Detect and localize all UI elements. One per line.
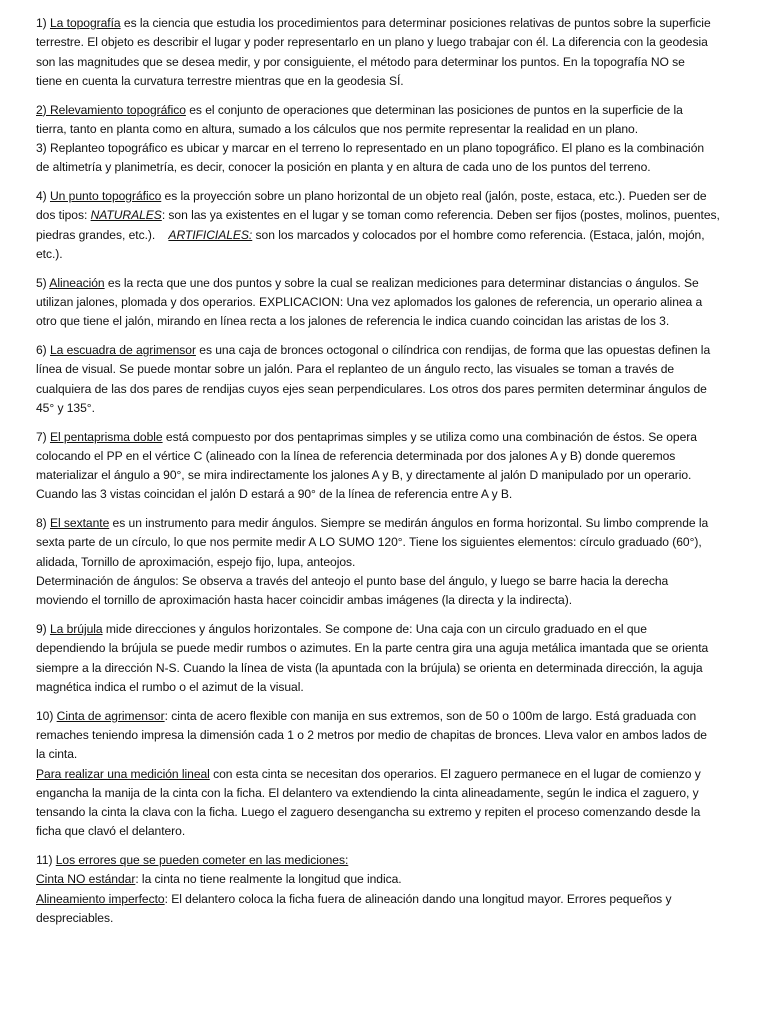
text-segment: es una caja de bronces octogonal o cilíndrica con rendijas, de forma que las opuestas definen la (195, 343, 711, 358)
text-segment: 45° y 135°. (36, 400, 95, 415)
text-line (36, 909, 113, 928)
underlined-term: Cinta de agrimensor (56, 708, 165, 723)
text-segment: Determinación de ángulos: Se observa a través del anteojo el punto base del ángulo, y luego se barre hacia la derecha (36, 574, 669, 589)
text-segment: : El delantero coloca la ficha fuera de alineación dando una longitud mayor. Errores pequeños y (164, 891, 672, 906)
text-segment: dos tipos: (36, 208, 91, 223)
paragraph-5 (36, 341, 738, 418)
text-line (36, 870, 402, 889)
text-line (36, 553, 355, 572)
paragraph-10 (36, 851, 738, 928)
text-line (36, 341, 710, 360)
underlined-term: NATURALES (90, 208, 162, 223)
text-line (36, 274, 699, 293)
text-segment: está compuesto por dos pentaprimas simples y se utiliza como una combinación de éstos. Se opera (162, 429, 697, 444)
text-segment: moviendo el tornillo de aproximación hasta hacer coincidir ambas imágenes (la directa y la indirecta). (36, 593, 573, 608)
underlined-term: Para realizar una medición lineal (36, 766, 210, 781)
text-line (36, 360, 674, 379)
text-segment: 8) (36, 516, 50, 531)
text-line (36, 187, 707, 206)
text-line (36, 803, 700, 822)
underlined-term: La escuadra de agrimensor (49, 343, 196, 358)
paragraph-2 (36, 101, 738, 178)
text-line (36, 851, 348, 870)
text-line (36, 139, 704, 158)
text-line (36, 485, 512, 504)
text-segment: es la recta que une dos puntos y sobre la cual se realizan mediciones para determinar distancias o ángulos. Se (104, 275, 699, 290)
text-segment: 3) Replanteo topográfico es ubicar y marcar en el terreno lo representado en un plano topográfico. El plano es la combinación (36, 141, 705, 156)
paragraph-7 (36, 514, 738, 610)
text-segment: son las magnitudes que se desea medir, y por consiguiente, el método para determinar los puntos. En la topografía NO se (36, 54, 685, 69)
text-segment: tiene en cuenta la curvatura terrestre mientras que en la geodesia SÍ. (36, 73, 404, 88)
underlined-term: La topografía (49, 16, 121, 30)
text-segment: engancha la manija de la cinta con la ficha. El delantero va extendiendo la cinta alineadamente, según le indica el zaguero, y (36, 785, 699, 800)
paragraph-8 (36, 620, 738, 697)
underlined-term: Cinta NO estándar (36, 872, 136, 887)
text-segment: colocando el PP en el vértice C (alineado con la línea de referencia determinada por dos jalones A y B) donde queremos (36, 448, 676, 463)
text-line (36, 620, 647, 639)
underlined-term: Alineación (49, 275, 105, 290)
paragraph-4 (36, 274, 738, 332)
text-segment: tensando la cinta la clava con la ficha. Luego el zaguero desengancha su extremo y repiten el proceso comenzando desde la (36, 805, 701, 820)
text-line (36, 206, 720, 225)
text-segment: 9) (36, 622, 50, 637)
paragraph-9 (36, 707, 738, 842)
text-line (36, 514, 708, 533)
text-segment: despreciables. (36, 910, 114, 925)
text-segment: : cinta de acero flexible con manija en sus extremos, son de 50 o 100m de largo. Está graduada con (164, 708, 697, 723)
text-segment: 4) (36, 189, 50, 204)
text-line (36, 293, 702, 312)
text-line (36, 33, 708, 52)
underlined-term: Un punto topográfico (49, 189, 162, 204)
text-line (36, 678, 304, 697)
text-line (36, 399, 95, 418)
text-line (36, 765, 701, 784)
text-segment: 1) (36, 16, 50, 30)
text-segment: : son las ya existentes en el lugar y se toman como referencia. Deben ser fijos (postes, molinos, puentes, (161, 208, 720, 223)
text-line (36, 380, 707, 399)
text-segment: 6) (36, 343, 50, 358)
text-line (36, 120, 638, 139)
paragraph-3 (36, 187, 738, 264)
text-segment: terrestre. El objeto es describir el lugar y poder representarlo en un plano y luego trabajar con él. La diferencia con la geodesia (36, 35, 708, 50)
text-line (36, 659, 703, 678)
paragraph-6 (36, 428, 738, 505)
text-line (36, 226, 705, 245)
text-segment: la cinta. (36, 747, 78, 762)
text-segment: tierra, tanto en planta como en altura, sumado a los cálculos que nos permite representar la realidad en un plano. (36, 121, 639, 136)
text-line (36, 447, 675, 466)
text-segment: otro que tiene el jalón, mirando en línea recta a los jalones de referencia le indica cuando coincidan las aristas de los 3. (36, 314, 670, 329)
text-segment: etc.). (36, 247, 63, 262)
text-line (36, 591, 572, 610)
text-line (36, 53, 685, 72)
text-segment: es la proyección sobre un plano horizontal de un objeto real (jalón, poste, estaca, etc.). Pueden ser de (161, 189, 707, 204)
underlined-term: El sextante (49, 516, 110, 531)
underlined-term: El pentaprisma doble (49, 429, 163, 444)
text-segment: es el conjunto de operaciones que determinan las posiciones de puntos en la superficie de la (185, 102, 683, 117)
text-segment: 11) (36, 853, 56, 868)
text-segment: es la ciencia que estudia los procedimientos para determinar posiciones relativas de puntos sobre la superficie (120, 16, 711, 30)
underlined-term: La brújula (49, 622, 103, 637)
text-line (36, 466, 691, 485)
underlined-term: ARTIFICIALES: (168, 227, 253, 242)
paragraph-1 (36, 14, 738, 91)
text-segment: de altimetría y planimetría, es decir, conocer la posición en planta y en altura de cada uno de los puntos del terreno. (36, 160, 651, 175)
text-line (36, 312, 669, 331)
text-line (36, 822, 185, 841)
text-segment: utilizan jalones, plomada y dos operarios. EXPLICACION: Una vez aplomados los galones de referencia, un operario alinea a (36, 295, 703, 310)
underlined-term: Alineamiento imperfecto (36, 891, 165, 906)
text-segment: Cuando las 3 vistas coincidan el jalón D estará a 90° de la línea de referencia entre A y B. (36, 487, 513, 502)
text-segment: son los marcados y colocados por el hombre como referencia. (Estaca, jalón, mojón, (252, 227, 705, 242)
text-segment: ficha que clavó el delantero. (36, 824, 186, 839)
text-line (36, 745, 77, 764)
text-segment: piedras grandes, etc.). (36, 227, 169, 242)
text-segment: materializar el ángulo a 90°, se mira indirectamente los jalones A y B, y directamente al jalón D manipulado por un operario. (36, 468, 692, 483)
text-segment: 5) (36, 275, 50, 290)
text-segment: magnética indica el rumbo o el azimut de la visual. (36, 679, 304, 694)
text-segment: : la cinta no tiene realmente la longitud que indica. (135, 872, 402, 887)
text-line (36, 101, 683, 120)
text-line (36, 14, 711, 33)
text-line (36, 158, 651, 177)
text-line (36, 245, 63, 264)
text-segment: remaches teniendo impresa la dimensión cada 1 o 2 metros por medio de chapitas de bronces. Lleva valor en ambos lados de (36, 727, 707, 742)
text-segment: línea de visual. Se puede montar sobre un jalón. Para el replanteo de un ángulo recto, las visuales se toman a través de (36, 362, 675, 377)
text-line (36, 726, 707, 745)
text-segment: sexta parte de un círculo, lo que nos permite medir A LO SUMO 120°. Tiene los siguientes elementos: círculo graduado (60°), (36, 535, 702, 550)
text-line (36, 890, 671, 909)
underlined-term: Los errores que se pueden cometer en las mediciones: (55, 853, 349, 868)
text-segment: mide direcciones y ángulos horizontales. Se compone de: Una caja con un circulo graduado en el que (102, 622, 647, 637)
text-line (36, 707, 696, 726)
underlined-term: 2) Relevamiento topográfico (36, 102, 186, 117)
text-line (36, 428, 697, 447)
text-segment: 10) (36, 708, 57, 723)
text-segment: dependiendo la brújula se puede medir rumbos o azimutes. En la parte centra gira una aguja metálica imantada que se orienta (36, 641, 709, 656)
text-line (36, 572, 668, 591)
text-line (36, 72, 404, 91)
text-segment: es un instrumento para medir ángulos. Siempre se medirán ángulos en forma horizontal. Su limbo comprende la (109, 516, 709, 531)
text-line (36, 639, 708, 658)
text-segment: alidada, Tornillo de aproximación, espejo fijo, lupa, anteojos. (36, 554, 356, 569)
text-line (36, 533, 702, 552)
text-line (36, 784, 699, 803)
text-segment: siempre a la dirección N-S. Cuando la línea de vista (la apuntada con la brújula) se orienta en determinada dirección, la aguja (36, 660, 703, 675)
text-segment: 7) (36, 429, 50, 444)
text-segment: cualquiera de las dos pares de rendijas cuyos ejes sean perpendiculares. Los otros dos pares permiten determinar ángulos de (36, 381, 707, 396)
text-segment: con esta cinta se necesitan dos operarios. El zaguero permanece en el lugar de comienzo y (209, 766, 701, 781)
